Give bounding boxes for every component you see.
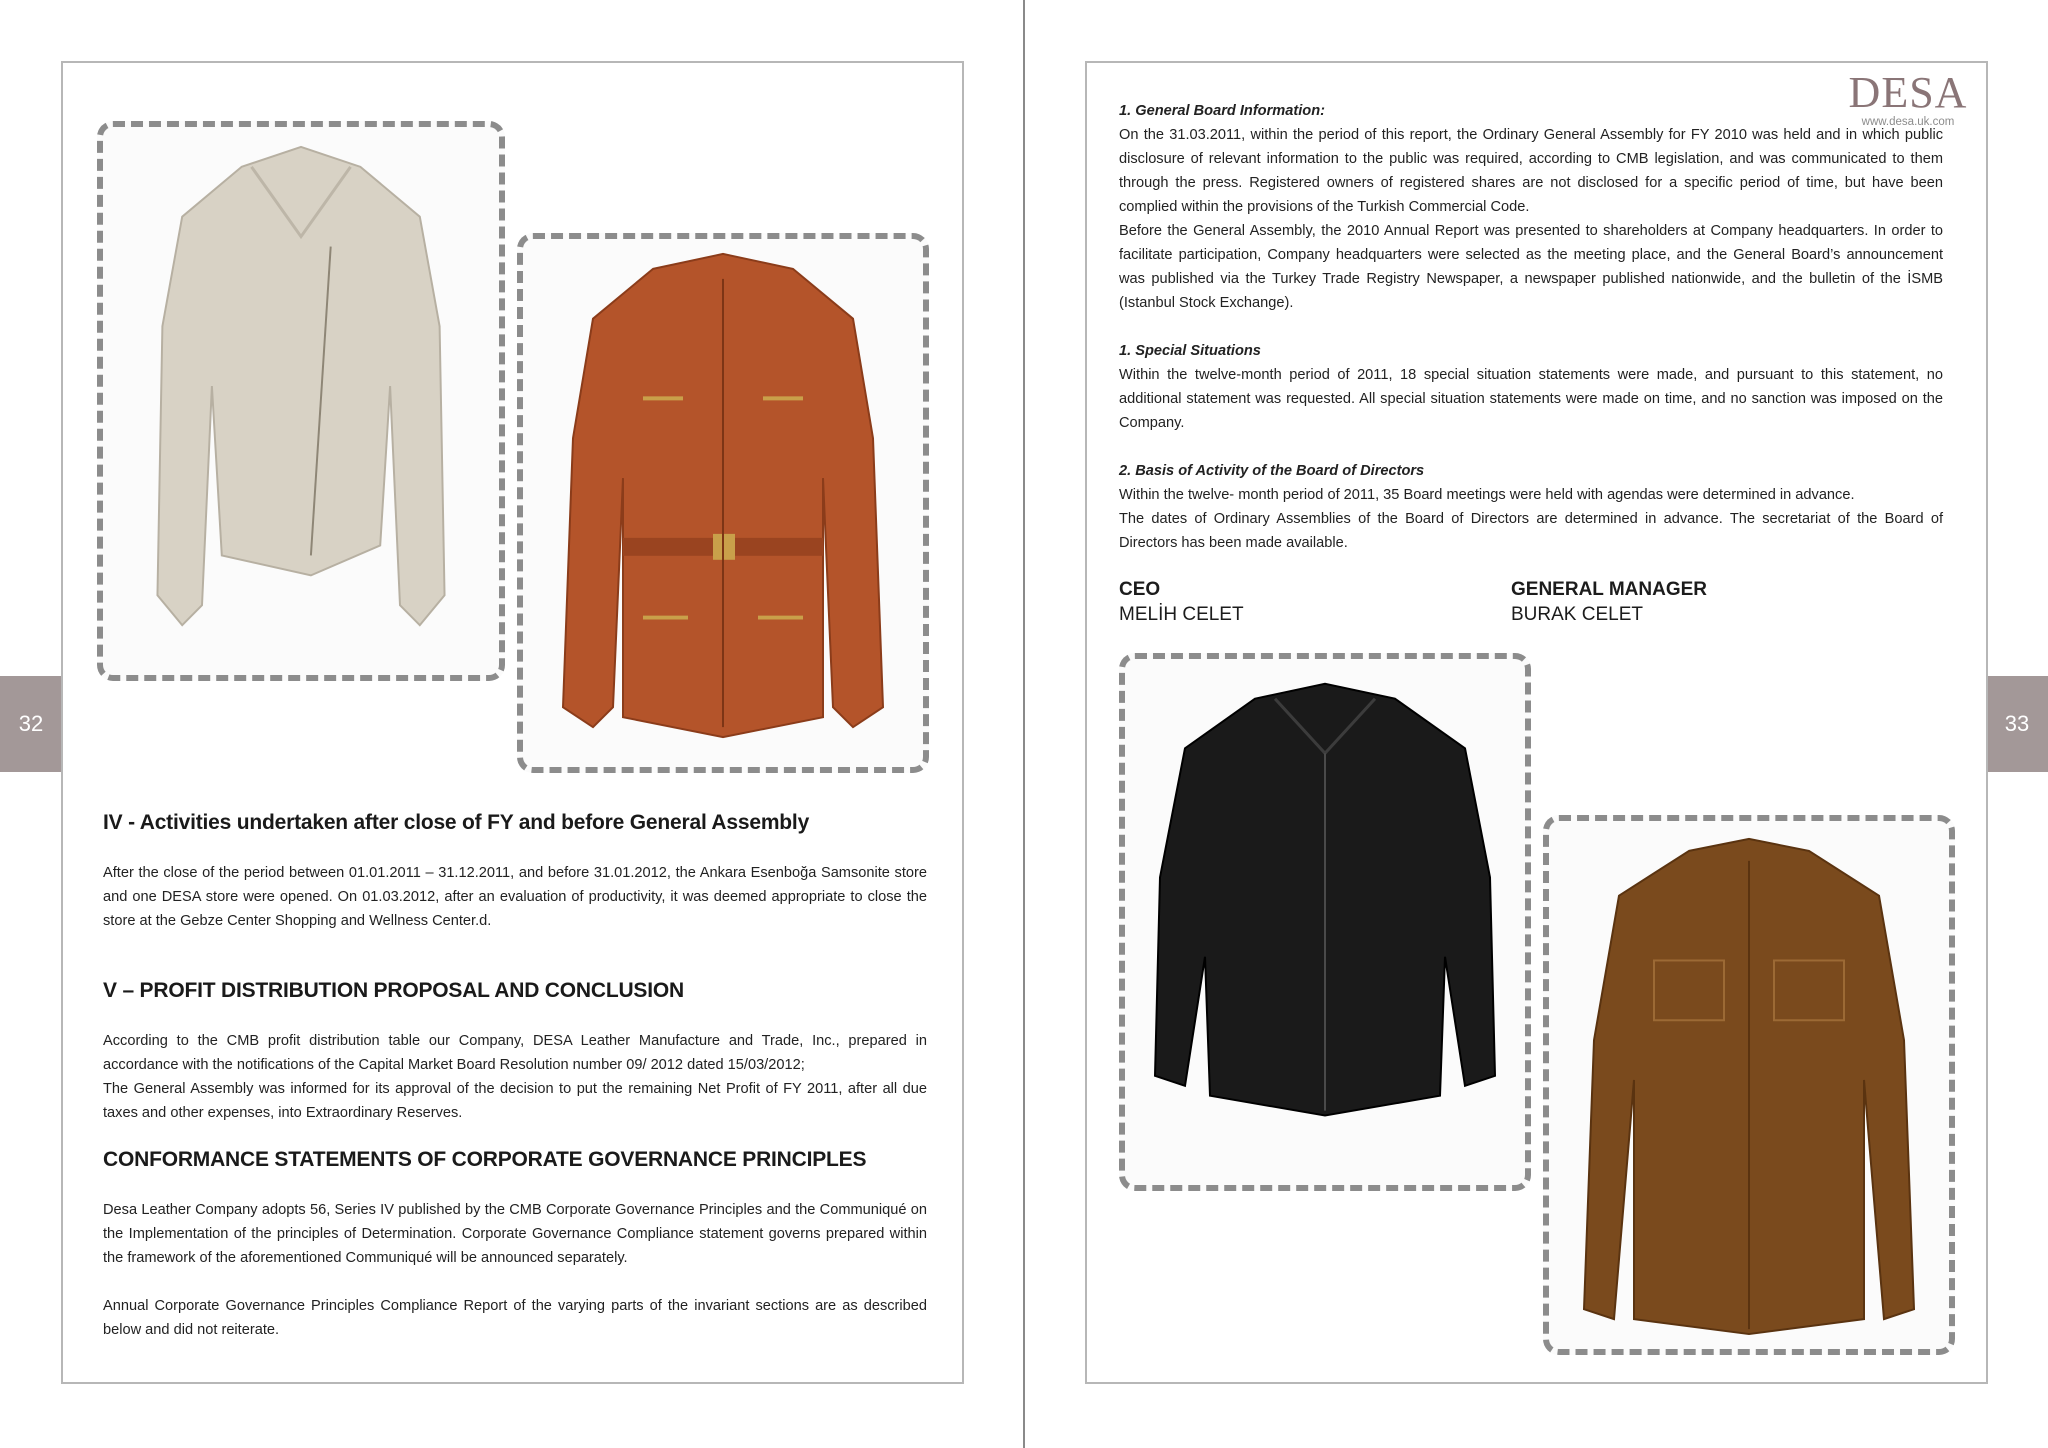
board-activity-body-1: Within the twelve- month period of 2011, 35 Board meetings were held with agendas were determined in advance. [1119, 487, 1855, 503]
section-iv-heading: IV - Activities undertaken after close of FY and before General Assembly [103, 811, 810, 834]
governance-body-2: Annual Corporate Governance Principles Compliance Report of the varying parts of the invariant sections are as described below and did not reiterate. [103, 1298, 927, 1338]
page-number-right: 33 [1986, 676, 2048, 772]
section-v-heading: V – PROFIT DISTRIBUTION PROPOSAL AND CONCLUSION [103, 979, 684, 1002]
ceo-name: MELİH CELET [1119, 604, 1244, 625]
governance-heading: CONFORMANCE STATEMENTS OF CORPORATE GOVERNANCE PRINCIPLES [103, 1148, 867, 1171]
board-activity-heading: 2. Basis of Activity of the Board of Directors [1119, 463, 1425, 479]
brown-suede-shirt-photo [1543, 815, 1955, 1355]
board-activity-body-2: The dates of Ordinary Assemblies of the Board of Directors are determined in advance. The secretariat of the Board of Directors has been made available. [1119, 511, 1943, 551]
general-board-body-1: On the 31.03.2011, within the period of this report, the Ordinary General Assembly for FY 2010 was held and in which public disclosure of relevant information to the public was required, according to CMB legislation, and was communicated to them through the press. Registered owners of registered shares are not disclosed for a specific period of time, but have been complied within the provisions of the Turkish Commercial Code. [1119, 127, 1943, 215]
general-board-section [1119, 99, 1943, 315]
book-spine [1023, 0, 1025, 1448]
board-activity-section [1119, 459, 1943, 555]
special-situations-section [1119, 339, 1943, 435]
section-v-body-1: According to the CMB profit distribution table our Company, DESA Leather Manufacture and Trade, Inc., prepared in accordance with the notifications of the Capital Market Board Resolution number 09/ 2012 dated 15/03/2012; [103, 1033, 927, 1073]
special-situations-body: Within the twelve-month period of 2011, 18 special situation statements were made, and pursuant to this statement, no additional statement was requested. All special situation statements were made on time, and no sanction was imposed on the Company. [1119, 367, 1943, 431]
general-manager-label: GENERAL MANAGER [1511, 579, 1707, 600]
desa-logo-wordmark: DESA [1848, 68, 1968, 117]
tan-leather-jacket-photo [517, 233, 929, 773]
general-manager-name: BURAK CELET [1511, 604, 1643, 625]
ceo-label: CEO [1119, 579, 1161, 600]
left-page-frame [61, 61, 964, 1384]
governance-body-1: Desa Leather Company adopts 56, Series IV published by the CMB Corporate Governance Principles and the Communiqué on the Implementation of the principles of Determination. Corporate Governance Compliance statement governs prepared within the framework of the aforementioned Communiqué will be announced separately. [103, 1202, 927, 1266]
black-leather-jacket-photo [1119, 653, 1531, 1191]
general-board-body-2: Before the General Assembly, the 2010 Annual Report was presented to shareholders at Company headquarters. In order to facilitate participation, Company headquarters were selected as the meeting place, and the General Board’s announcement was published via the Turkey Trade Registry Newspaper, a newspaper published nationwide, and the bulletin of the İSMB (Istanbul Stock Exchange). [1119, 223, 1943, 311]
general-board-heading: 1. General Board Information: [1119, 103, 1325, 119]
special-situations-heading: 1. Special Situations [1119, 343, 1261, 359]
section-v-body-2: The General Assembly was informed for its approval of the decision to put the remaining Net Profit of FY 2011, after all due taxes and other expenses, into Extraordinary Reserves. [103, 1081, 927, 1121]
page-number-left: 32 [0, 676, 62, 772]
desa-logo-url: www.desa.uk.com [1861, 116, 1955, 128]
section-iv-body: After the close of the period between 01.01.2011 – 31.12.2011, and before 31.01.2012, the Ankara Esenboğa Samsonite store and one DESA store were opened. On 01.03.2012, after an evaluation of productivity, it was deemed appropriate to close the store at the Gebze Center Shopping and Wellness Center.d. [103, 865, 927, 929]
right-page-frame [1085, 61, 1988, 1384]
cream-leather-jacket-photo [97, 121, 505, 681]
